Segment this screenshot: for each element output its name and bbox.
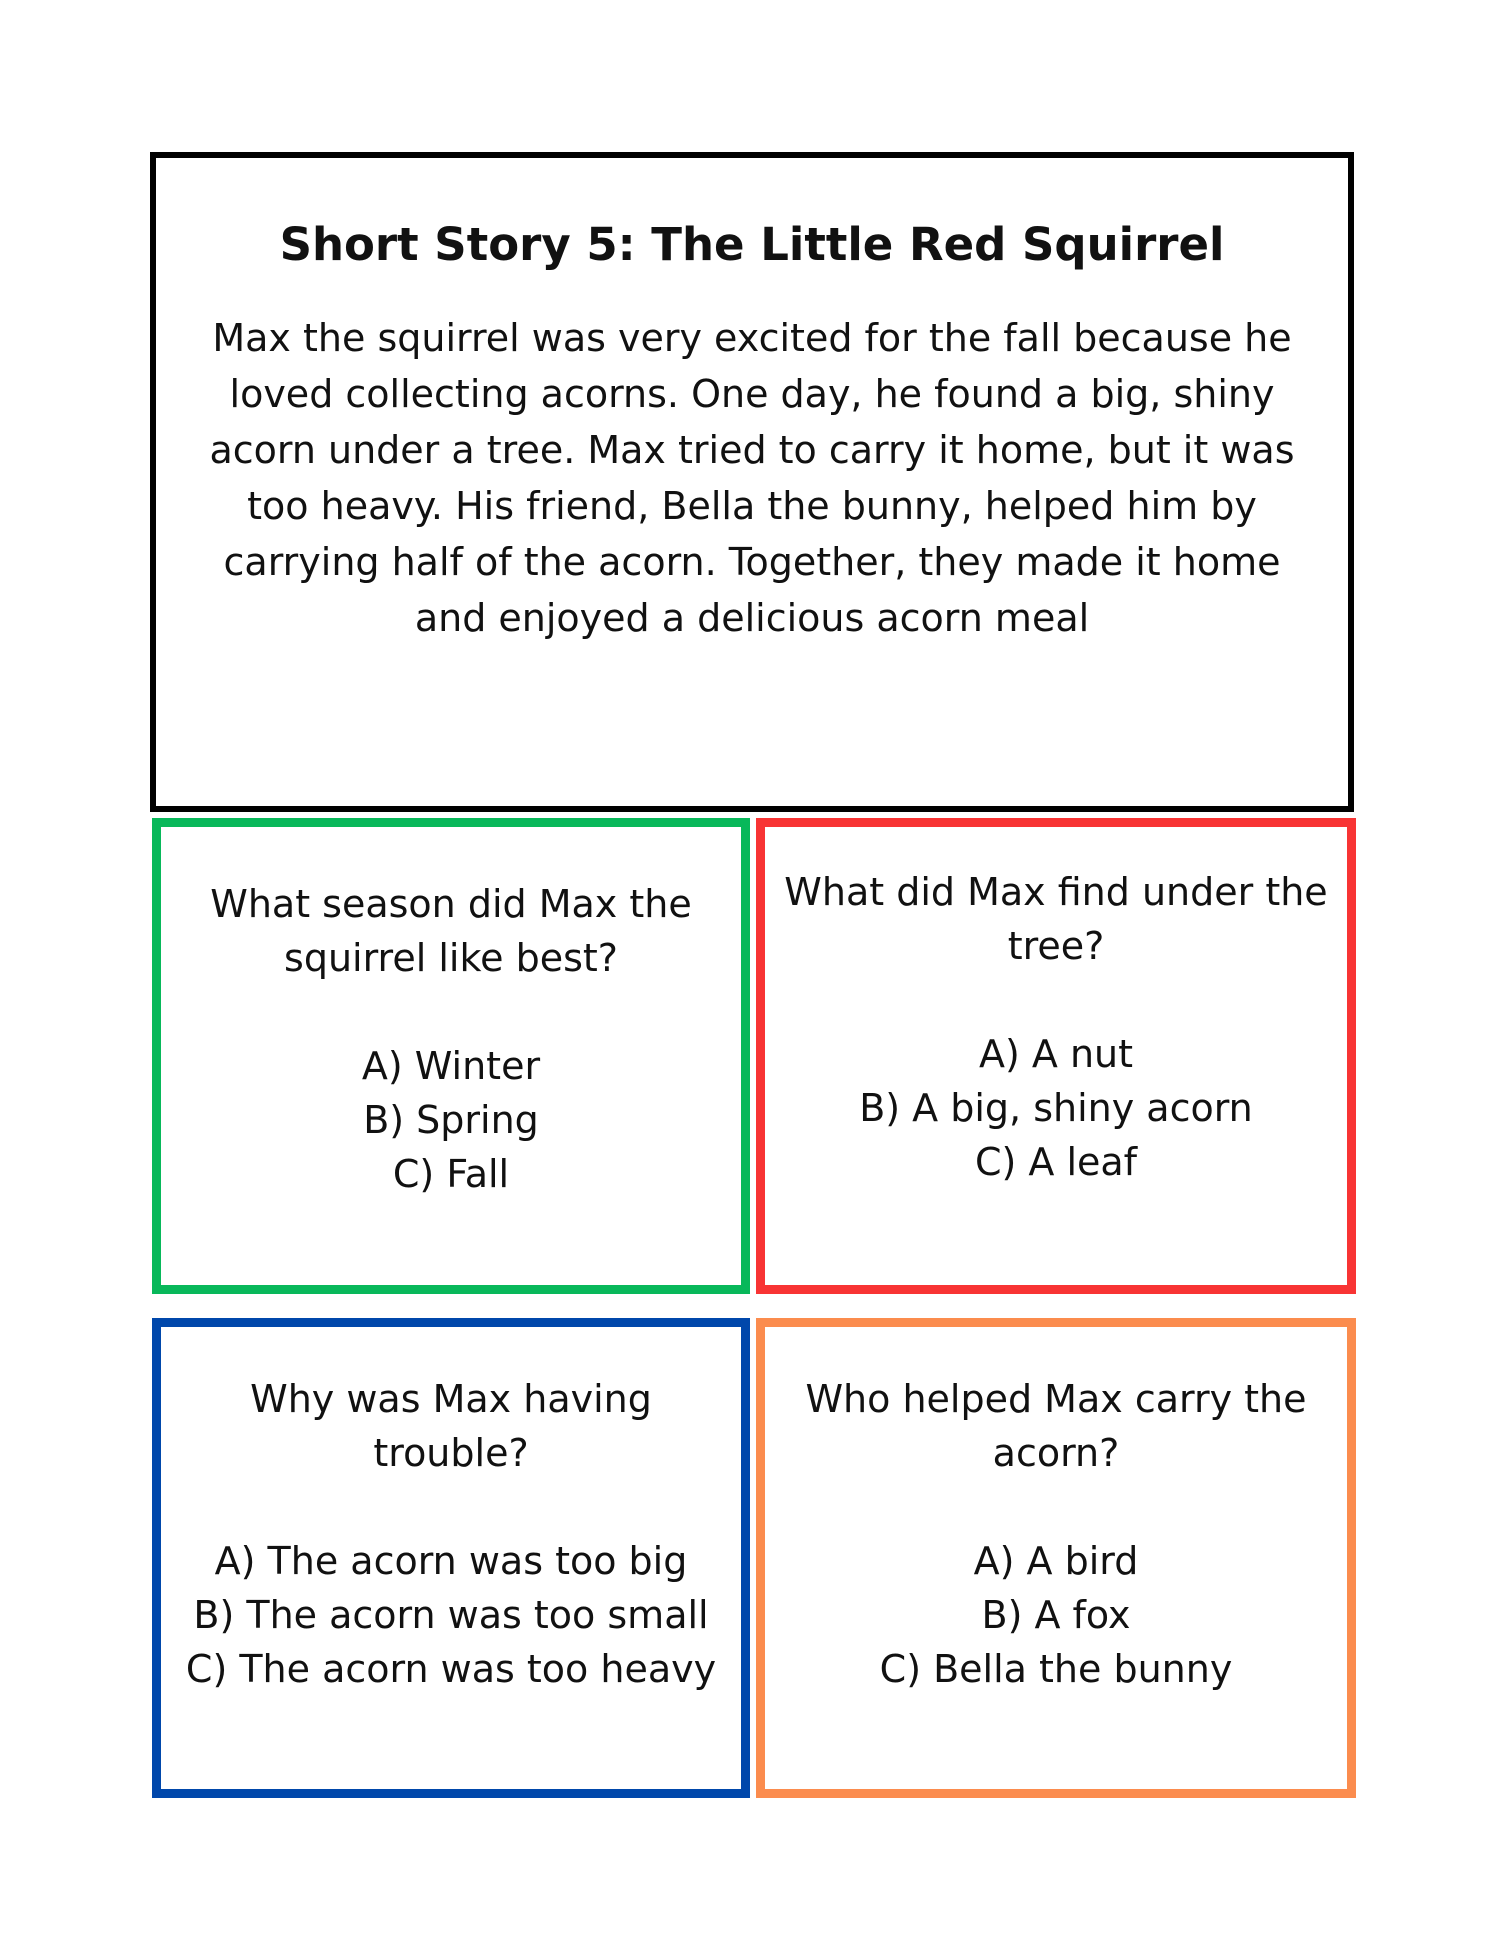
answer-option-a: A) A bird <box>973 1539 1139 1583</box>
question-text: Why was Max having trouble? <box>250 1377 652 1475</box>
question-card-find <box>756 818 1356 1294</box>
story-box <box>150 152 1354 812</box>
answer-option-c: C) Fall <box>392 1152 510 1196</box>
answer-options <box>161 1534 741 1696</box>
answer-option-c: C) Bella the bunny <box>879 1647 1233 1691</box>
answer-option-b: B) Spring <box>363 1098 539 1142</box>
answer-options <box>765 1027 1347 1189</box>
question-text: What did Max find under the tree? <box>784 870 1328 968</box>
story-text: Max the squirrel was very excited for the fall because he loved collecting acorns. One day, he found a big, shiny acorn under a tree. Max tried to carry it home, but it was too heavy. His friend, Bella the bunny, helped him by carrying half of the acorn. Together, they made it home and enjoyed a delicious acorn meal <box>209 316 1295 640</box>
answer-options <box>161 1039 741 1201</box>
question-card-season <box>152 818 750 1294</box>
question-text: Who helped Max carry the acorn? <box>805 1377 1307 1475</box>
answer-option-b: B) The acorn was too small <box>193 1593 709 1637</box>
answer-options <box>765 1534 1347 1696</box>
story-title: Short Story 5: The Little Red Squirrel <box>279 218 1225 271</box>
question-card-trouble <box>152 1318 750 1798</box>
question-text: What season did Max the squirrel like best? <box>210 882 692 980</box>
answer-option-b: B) A fox <box>981 1593 1131 1637</box>
answer-option-c: C) The acorn was too heavy <box>185 1647 717 1691</box>
answer-option-c: C) A leaf <box>974 1140 1138 1184</box>
question-card-helper <box>756 1318 1356 1798</box>
answer-option-a: A) Winter <box>361 1044 541 1088</box>
answer-option-a: A) The acorn was too big <box>214 1539 688 1583</box>
answer-option-a: A) A nut <box>978 1032 1134 1076</box>
answer-option-b: B) A big, shiny acorn <box>859 1086 1253 1130</box>
